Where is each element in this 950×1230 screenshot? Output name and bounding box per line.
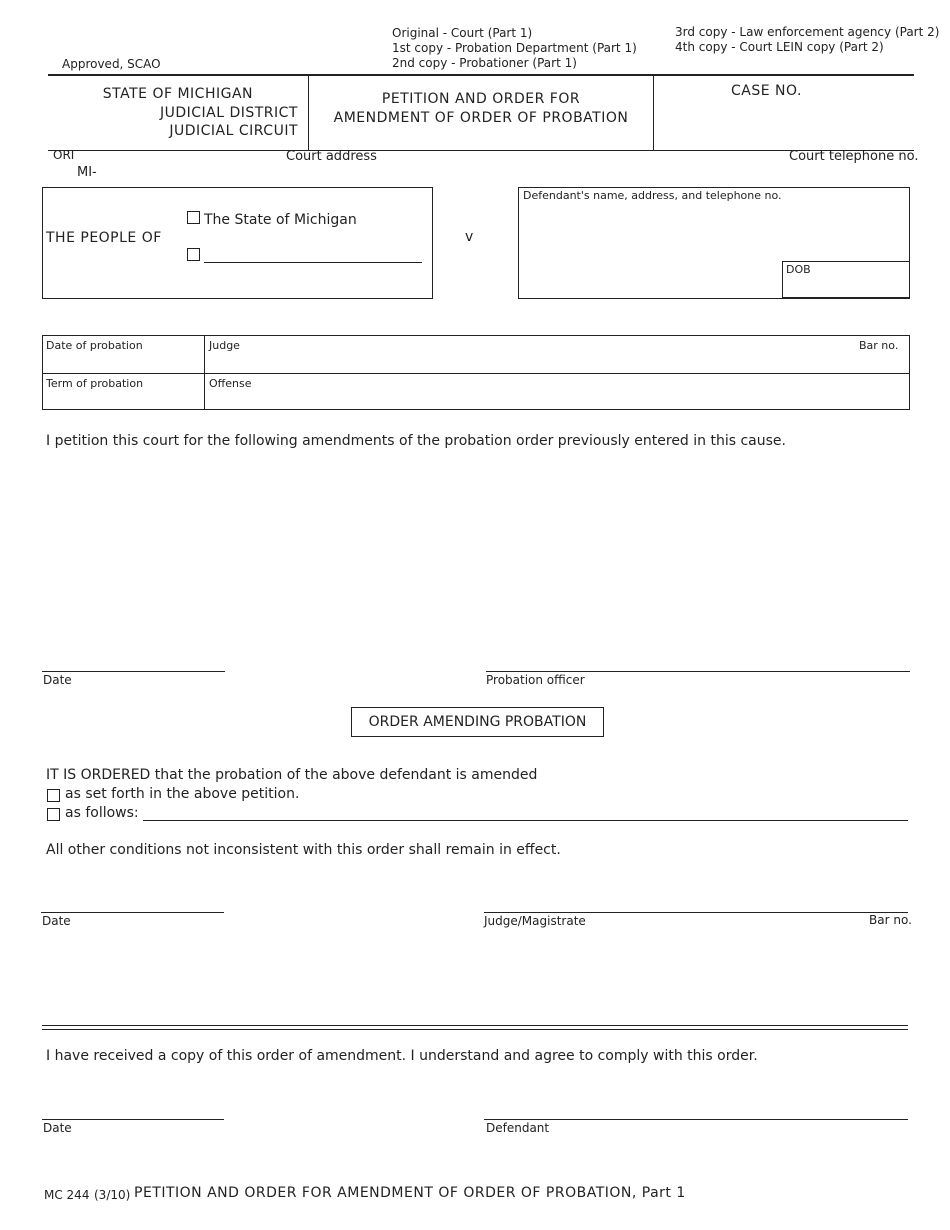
other-plaintiff-checkbox[interactable] (187, 248, 200, 261)
caption-divider (653, 75, 654, 150)
defendant-label: Defendant's name, address, and telephone no. (523, 189, 782, 202)
copy-distribution-left (392, 26, 637, 71)
state-of-michigan-checkbox[interactable] (187, 211, 200, 224)
copy-line: Original - Court (Part 1) (392, 26, 533, 40)
state-of-michigan-label: The State of Michigan (204, 212, 357, 228)
as-follows-checkbox[interactable] (47, 808, 60, 821)
ack-date-line[interactable] (42, 1119, 224, 1120)
judge-label: Judge (209, 339, 240, 352)
order-date-line[interactable] (41, 912, 224, 913)
copy-line: 3rd copy - Law enforcement agency (Part 2) (675, 25, 940, 39)
petition-date-line[interactable] (42, 671, 225, 672)
state-heading: STATE OF MICHIGAN (102, 86, 253, 102)
as-set-forth-label: as set forth in the above petition. (65, 786, 300, 802)
defendant-signature-line[interactable] (484, 1119, 908, 1120)
order-date-label: Date (42, 914, 71, 928)
form-revision: (3/10) (94, 1188, 131, 1202)
versus-label: v (465, 229, 474, 245)
defendant-signature-label: Defendant (486, 1121, 550, 1135)
form-number: MC 244 (44, 1188, 90, 1202)
remain-in-effect-text: All other conditions not inconsistent with this order shall remain in effect. (46, 842, 561, 858)
form-title-line1: PETITION AND ORDER FOR (381, 91, 581, 107)
term-of-probation-label: Term of probation (46, 377, 144, 390)
header-rule (48, 74, 914, 76)
case-no-label: CASE NO. (731, 83, 802, 99)
amendments-field[interactable] (46, 455, 910, 655)
footer-title: PETITION AND ORDER FOR AMENDMENT OF ORDER OF PROBATION, Part 1 (134, 1185, 686, 1201)
as-follows-label: as follows: (65, 805, 139, 821)
mi-prefix: MI- (77, 165, 97, 180)
probation-officer-line[interactable] (486, 671, 910, 672)
people-of-label: THE PEOPLE OF (46, 230, 162, 246)
copy-line: 2nd copy - Probationer (Part 1) (392, 56, 577, 70)
bar-no-label: Bar no. (859, 339, 899, 352)
probation-officer-label: Probation officer (486, 673, 585, 687)
offense-label: Offense (209, 377, 252, 390)
case-no-field[interactable] (660, 104, 910, 144)
ack-date-label: Date (43, 1121, 72, 1135)
copy-line: 4th copy - Court LEIN copy (Part 2) (675, 40, 884, 54)
circuit-heading: JUDICIAL CIRCUIT (169, 123, 298, 139)
form-title-line2: AMENDMENT OF ORDER OF PROBATION (333, 110, 629, 126)
approved-scao: Approved, SCAO (62, 57, 161, 71)
order-heading: ORDER AMENDING PROBATION (351, 707, 604, 737)
judge-magistrate-label: Judge/Magistrate (484, 914, 586, 928)
court-telephone-label: Court telephone no. (789, 149, 919, 164)
caption-divider (308, 75, 309, 150)
copy-line: 1st copy - Probation Department (Part 1) (392, 41, 637, 55)
district-heading: JUDICIAL DISTRICT (159, 105, 298, 121)
petition-date-label: Date (43, 673, 72, 687)
section-double-rule-bottom (42, 1029, 908, 1030)
as-follows-line[interactable] (143, 820, 908, 821)
order-bar-no-label: Bar no. (869, 913, 912, 927)
caption-bottom-rule (48, 150, 914, 151)
court-address-label: Court address (286, 149, 377, 164)
ordered-text: IT IS ORDERED that the probation of the above defendant is amended (46, 767, 538, 783)
section-double-rule-top (42, 1025, 908, 1026)
petition-text: I petition this court for the following amendments of the probation order previously entered in this cause. (46, 433, 786, 449)
ori-label: ORI (53, 148, 75, 162)
dob-label: DOB (786, 263, 811, 276)
date-of-probation-label: Date of probation (46, 339, 143, 352)
judge-signature-line[interactable] (484, 912, 908, 913)
table-row-divider (42, 373, 910, 374)
other-plaintiff-line[interactable] (204, 262, 422, 263)
acknowledgment-text: I have received a copy of this order of amendment. I understand and agree to comply with this order. (46, 1048, 758, 1064)
copy-distribution-right (675, 25, 939, 55)
as-set-forth-checkbox[interactable] (47, 789, 60, 802)
